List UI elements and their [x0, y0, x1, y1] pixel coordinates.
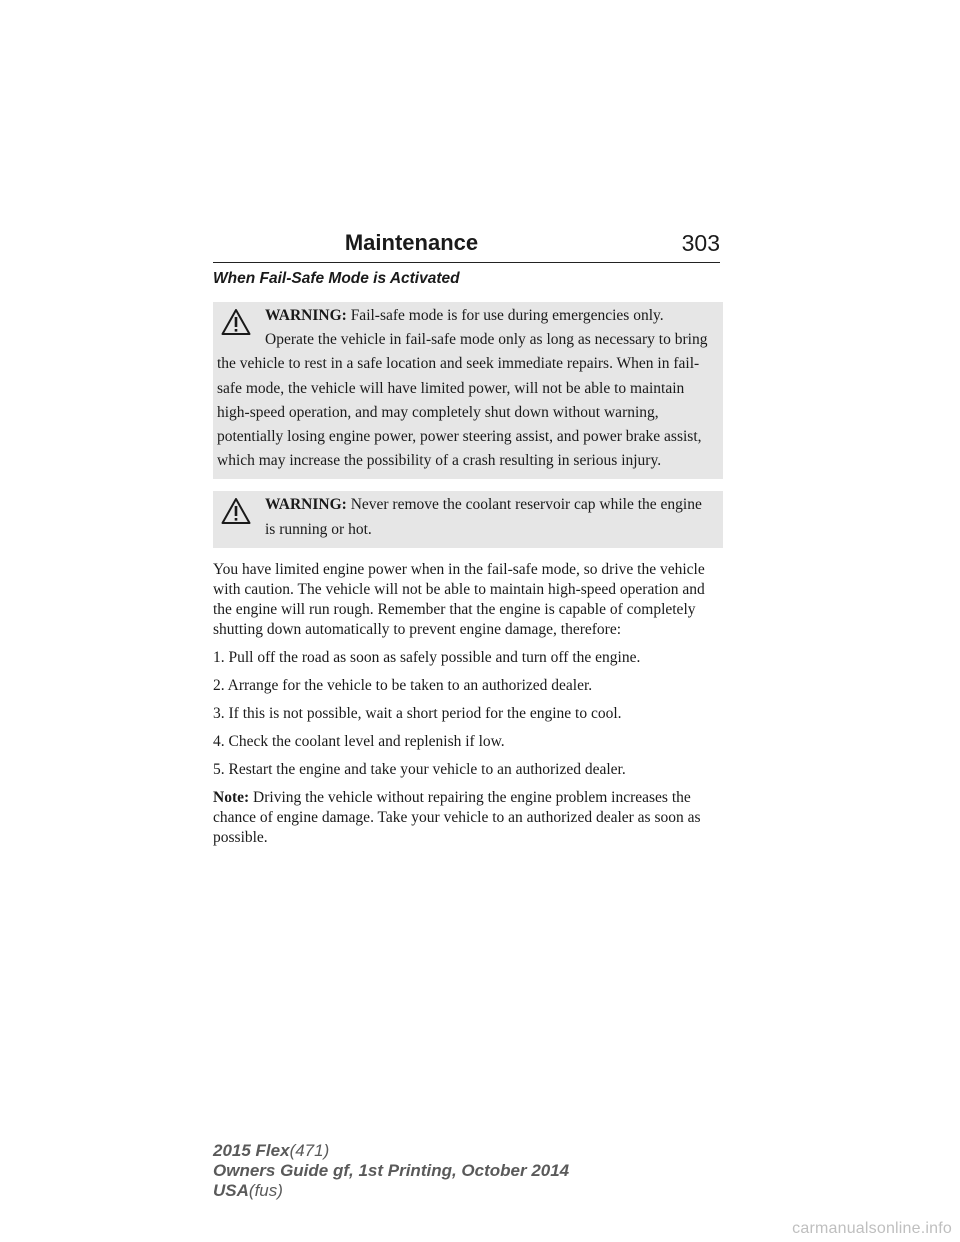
warning-label: WARNING: — [265, 496, 347, 514]
warning-label: WARNING: — [265, 307, 347, 324]
step-item: 3. If this is not possible, wait a short period for the engine to cool. — [213, 704, 622, 722]
watermark-link[interactable]: carmanualsonline.info — [792, 1220, 952, 1237]
section-heading: When Fail-Safe Mode is Activated — [213, 270, 460, 287]
warning-triangle-icon — [221, 497, 255, 531]
footer-market: USA — [213, 1181, 249, 1200]
warning-triangle-icon — [221, 308, 255, 342]
footer-market-code: (fus) — [248, 1181, 283, 1200]
warning-text: Fail-safe mode is for use during emergencies only. Operate the vehicle in fail-safe mode only as long as necessary to bring the vehicle to rest in a safe location and seek immediate repairs. When in fail-safe mode, the vehicle will have limited power, will not be able to maintain high-speed operation, and may completely shut down without warning, potentially losing engine power, power steering assist, and power brake assist, which may increase the possibility of a crash resulting in serious injury. — [217, 307, 708, 470]
page-header — [213, 228, 720, 263]
warning-box — [213, 302, 723, 479]
step-item: 5. Restart the engine and take your vehicle to an authorized dealer. — [213, 760, 626, 778]
page-footer — [213, 1141, 569, 1201]
note-label: Note: — [213, 788, 250, 806]
page-number: 303 — [681, 230, 720, 256]
step-item: 1. Pull off the road as soon as safely possible and turn off the engine. — [213, 648, 641, 666]
note-text: Driving the vehicle without repairing the engine problem increases the chance of engine damage. Take your vehicle to an authorized dealer as soon as possible. — [213, 788, 701, 846]
step-item: 4. Check the coolant level and replenish if low. — [213, 732, 505, 750]
intro-paragraph: You have limited engine power when in the fail-safe mode, so drive the vehicle with caution. The vehicle will not be able to maintain high-speed operation and the engine will run rough. Remember that the engine is capable of completely shutting down automatically to prevent engine damage, therefore: — [213, 560, 705, 638]
warning-box — [213, 491, 723, 547]
footer-model-code: (471) — [289, 1141, 330, 1160]
page-content — [213, 266, 723, 856]
chapter-title: Maintenance — [344, 230, 479, 255]
footer-line-edition: Owners Guide gf, 1st Printing, October 2014 — [213, 1161, 570, 1180]
footer-line-market — [213, 1181, 569, 1201]
warning-text: Never remove the coolant reservoir cap while the engine is running or hot. — [265, 496, 702, 538]
footer-line-model — [213, 1141, 569, 1161]
note-paragraph — [213, 788, 723, 848]
step-item: 2. Arrange for the vehicle to be taken to an authorized dealer. — [213, 676, 593, 694]
footer-model: 2015 Flex — [213, 1141, 290, 1160]
